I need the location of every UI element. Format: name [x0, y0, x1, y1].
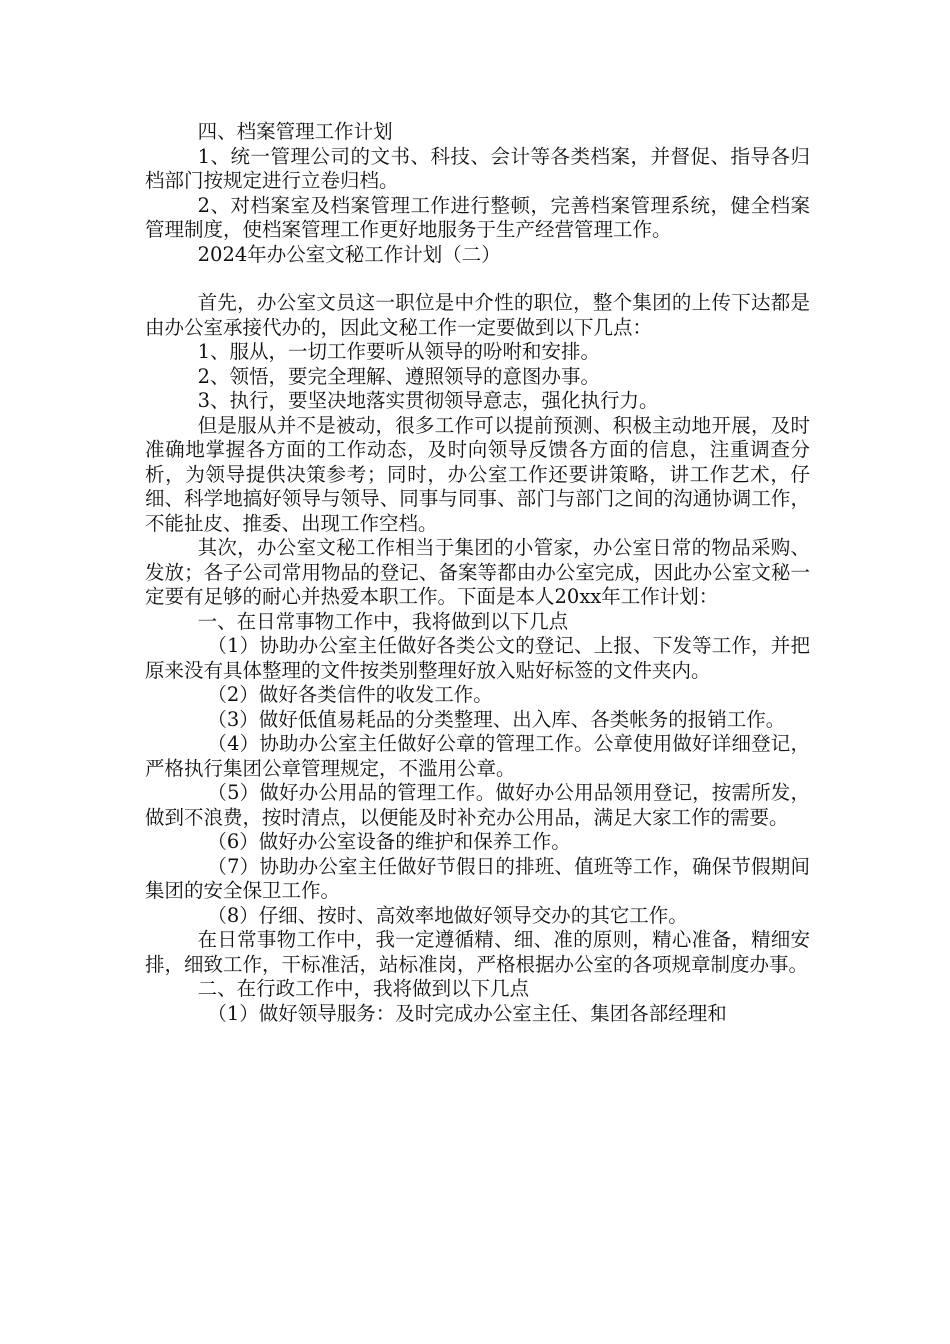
list-item-admin-1: （1）做好领导服务：及时完成办公室主任、集团各部经理和 — [207, 1001, 727, 1025]
paragraph-daily-summary: 在日常事物工作中，我一定遵循精、细、准的原则，精心准备，精细安排，细致工作，干标准活，站标准岗，严格根据办公室的各项规章制度办事。 — [145, 928, 810, 976]
list-item-daily-8: （8）仔细、按时、高效率地做好领导交办的其它工作。 — [207, 903, 688, 927]
list-item-daily-6: （6）做好办公室设备的维护和保养工作。 — [207, 830, 571, 853]
section-heading-administration: 二、在行政工作中，我将做到以下几点 — [197, 977, 530, 1000]
paragraph-intro: 首先，办公室文员这一职位是中介性的职位，整个集团的上传下达都是由办公室承接代办的，因此文秘工作一定要做到以下几点： — [145, 291, 810, 339]
list-item-daily-2: （2）做好各类信件的收发工作。 — [207, 683, 493, 706]
paragraph-archives-item-1: 1、统一管理公司的文书、科技、会计等各类档案，并督促、指导各归档部门按规定进行立卷归档。 — [145, 144, 810, 192]
blank-line — [145, 267, 810, 291]
paragraph-point-1: 1、服从，一切工作要听从领导的吩咐和安排。 — [197, 340, 601, 363]
list-item-daily-3: （3）做好低值易耗品的分类整理、出入库、各类帐务的报销工作。 — [207, 707, 786, 731]
paragraph-secondly: 其次，办公室文秘工作相当于集团的小管家，办公室日常的物品采购、发放；各子公司常用物品的登记、备案等都由办公室完成，因此办公室文秘一定要有足够的耐心并热爱本职工作。下面是本人20xx年工作计划： — [145, 536, 810, 608]
paragraph-obedience: 但是服从并不是被动，很多工作可以提前预测、积极主动地开展，及时准确地掌握各方面的工作动态，及时向领导反馈各方面的信息，注重调查分析，为领导提供决策参考；同时，办公室工作还要讲策略，讲工作艺术，仔细、科学地搞好领导与领导、同事与同事、部门与部门之间的沟通协调工作，不能扯皮、推委、出现工作空档。 — [145, 413, 810, 535]
section-heading-archives: 四、档案管理工作计划 — [197, 120, 393, 143]
list-item-daily-5: （5）做好办公用品的管理工作。做好办公用品领用登记，按需所发，做到不浪费，按时清点，以便能及时补充办公用品，满足大家工作的需要。 — [145, 781, 810, 829]
paragraph-point-2: 2、领悟，要完全理解、遵照领导的意图办事。 — [197, 364, 601, 388]
list-item-daily-7: （7）协助办公室主任做好节假日的排班、值班等工作，确保节假期间集团的安全保卫工作。 — [145, 854, 810, 902]
paragraph-archives-item-2: 2、对档案室及档案管理工作进行整顿，完善档案管理系统，健全档案管理制度，使档案管理工作更好地服务于生产经营管理工作。 — [145, 193, 810, 241]
document-page — [145, 120, 810, 1026]
list-item-daily-4: （4）协助办公室主任做好公章的管理工作。公章使用做好详细登记，严格执行集团公章管理规定，不滥用公章。 — [145, 732, 810, 780]
document-title-part-2: 2024年办公室文秘工作计划（二） — [197, 242, 501, 266]
section-heading-daily-affairs: 一、在日常事物工作中，我将做到以下几点 — [197, 609, 569, 633]
paragraph-point-3: 3、执行，要坚决地落实贯彻领导意志，强化执行力。 — [197, 389, 659, 412]
list-item-daily-1: （1）协助办公室主任做好各类公文的登记、上报、下发等工作，并把原来没有具体整理的文件按类别整理好放入贴好标签的文件夹内。 — [145, 634, 810, 682]
